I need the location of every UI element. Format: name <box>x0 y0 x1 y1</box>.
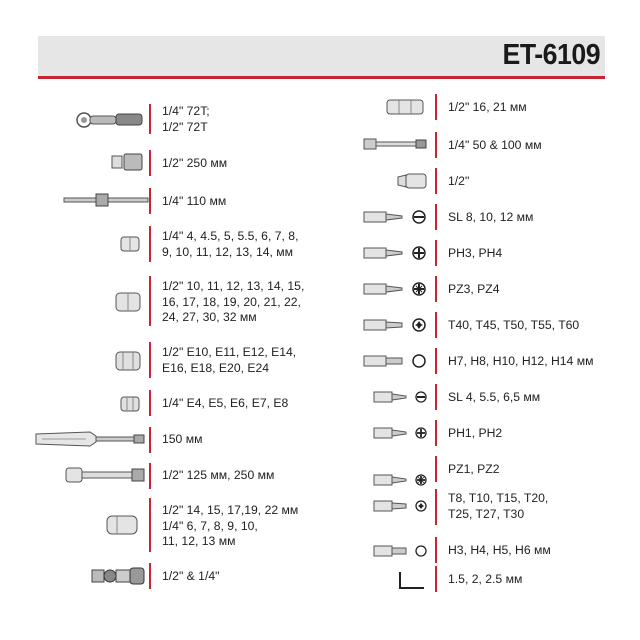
item-text: PZ3, PZ4 <box>448 282 500 296</box>
separator <box>435 489 437 525</box>
separator <box>435 456 437 482</box>
separator <box>149 563 151 589</box>
separator <box>149 150 151 176</box>
item-text: T40, T45, T50, T55, T60 <box>448 318 580 332</box>
small-torx-socket-icon <box>118 394 142 414</box>
separator <box>435 132 437 158</box>
separator <box>149 188 151 214</box>
separator <box>149 390 151 416</box>
item-text: 1/2" 10, 11, 12, 13, 14, 15, 16, 17, 18, 19, 20, 21, 22, 24, 27, 30, 32 мм <box>162 279 305 324</box>
extension-bar-icon <box>64 464 146 486</box>
separator <box>435 168 437 194</box>
phillips-bit-small-icon <box>372 423 430 443</box>
separator <box>149 226 151 262</box>
separator <box>149 427 151 453</box>
separator <box>435 312 437 338</box>
separator <box>435 566 437 592</box>
ratchet-icon <box>74 108 146 132</box>
item-text: 1/2" E10, E11, E12, E14, E16, E18, E20, E24 <box>162 345 297 375</box>
separator <box>435 348 437 374</box>
separator <box>435 537 437 563</box>
phillips-bit-icon <box>362 243 430 263</box>
item-text: T8, T10, T15, T20, T25, T27, T30 <box>448 491 549 521</box>
pozidriv-bit-small-icon <box>372 470 430 490</box>
slotted-bit-icon <box>362 207 430 227</box>
item-text: PH3, PH4 <box>448 246 503 260</box>
socket-icon <box>113 290 143 314</box>
separator <box>435 420 437 446</box>
universal-joint-icon <box>90 565 146 587</box>
t-bar-icon <box>62 190 150 210</box>
item-text: H3, H4, H5, H6 мм <box>448 543 551 557</box>
item-text: PZ1, PZ2 <box>448 462 500 476</box>
separator <box>435 204 437 230</box>
bit-adapter-icon <box>396 171 428 191</box>
torx-bit-icon <box>362 315 430 335</box>
item-text: H7, H8, H10, H12, H14 мм <box>448 354 594 368</box>
item-text: 1/2" 250 мм <box>162 156 228 170</box>
item-text: SL 8, 10, 12 мм <box>448 210 534 224</box>
torx-bit-small-icon <box>372 496 430 516</box>
item-text: 1/2" 16, 21 мм <box>448 100 527 114</box>
screwdriver-handle-icon <box>34 428 146 450</box>
item-text: 1.5, 2, 2.5 мм <box>448 572 523 586</box>
item-text: SL 4, 5.5, 6,5 мм <box>448 390 541 404</box>
separator <box>149 342 151 378</box>
separator <box>149 104 151 134</box>
deep-socket-icon <box>104 512 140 538</box>
separator <box>435 276 437 302</box>
separator <box>149 463 151 489</box>
item-text: PH1, PH2 <box>448 426 503 440</box>
header-rule <box>38 76 605 79</box>
item-text: 150 мм <box>162 432 203 446</box>
spark-plug-socket-icon <box>385 97 427 117</box>
item-text: 1/4" E4, E5, E6, E7, E8 <box>162 396 289 410</box>
hex-bit-small-icon <box>372 541 430 561</box>
item-text: 1/4" 50 & 100 мм <box>448 138 542 152</box>
item-text: 1/4" 110 мм <box>162 194 227 208</box>
separator <box>435 384 437 410</box>
model-title: ET-6109 <box>502 39 600 71</box>
extension-icon <box>362 135 428 153</box>
adapter-icon <box>110 152 146 172</box>
small-socket-icon <box>118 234 142 254</box>
hex-key-icon <box>396 568 428 594</box>
separator <box>149 498 151 552</box>
item-text: 1/2" 14, 15, 17,19, 22 мм 1/4" 6, 7, 8, 9, 10, 11, 12, 13 мм <box>162 503 299 548</box>
item-text: 1/4" 72T; 1/2" 72T <box>162 104 210 134</box>
slotted-bit-small-icon <box>372 387 430 407</box>
item-text: 1/2" <box>448 174 470 188</box>
pozidriv-bit-icon <box>362 279 430 299</box>
separator <box>149 276 151 326</box>
separator <box>435 240 437 266</box>
hex-bit-icon <box>362 351 430 371</box>
item-text: 1/2" & 1/4" <box>162 569 220 583</box>
torx-socket-icon <box>113 349 143 373</box>
separator <box>435 94 437 120</box>
item-text: 1/2" 125 мм, 250 мм <box>162 468 275 482</box>
item-text: 1/4" 4, 4.5, 5, 5.5, 6, 7, 8, 9, 10, 11, 12, 13, 14, мм <box>162 229 299 259</box>
